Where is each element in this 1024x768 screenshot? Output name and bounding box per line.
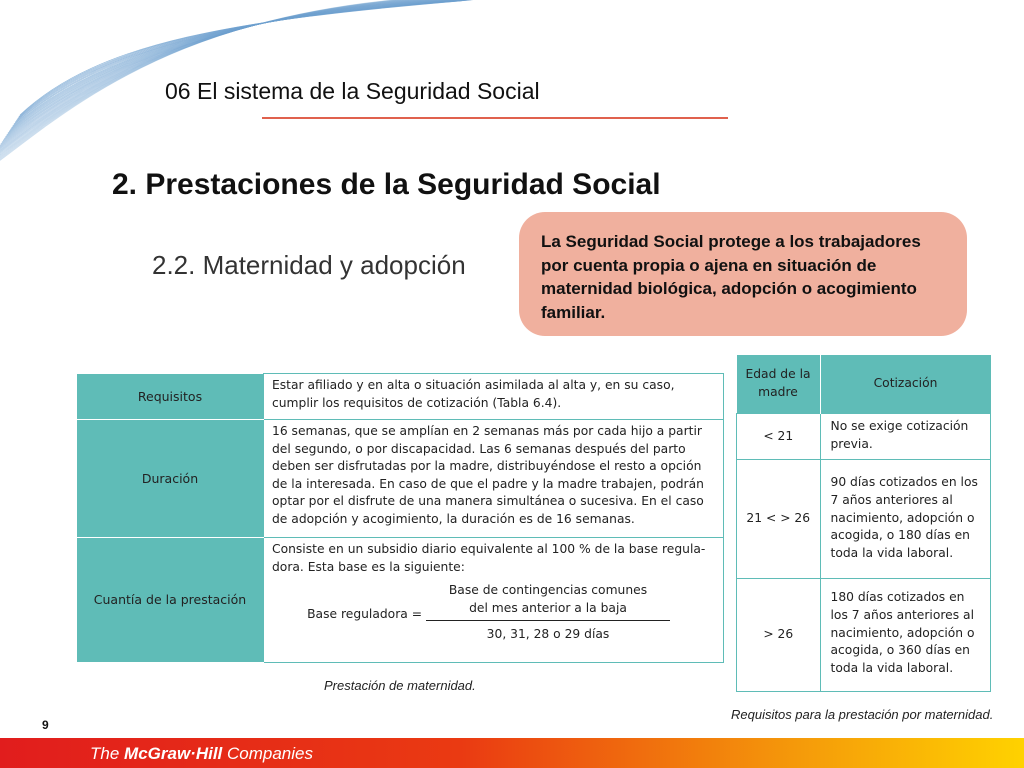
wave-line bbox=[2, 0, 487, 142]
wave-line bbox=[13, 0, 471, 126]
header-cotizacion: Cotización bbox=[820, 355, 991, 414]
cuantia-description: Consiste en un subsidio diario equivalente al 100 % de la base regula-dora. Esta base es la siguiente: bbox=[272, 542, 706, 574]
wave-line bbox=[3, 0, 485, 140]
brand-pre: The bbox=[90, 744, 125, 763]
maternity-benefit-table bbox=[77, 373, 724, 663]
table-row bbox=[737, 579, 991, 692]
cotizacion-cell: 180 días cotizados en los 7 años anteriores al nacimiento, adopción o acogida, o 360 días en toda la vida laboral. bbox=[820, 579, 991, 692]
row-label-duracion: Duración bbox=[77, 420, 264, 538]
wave-line bbox=[8, 0, 478, 133]
table-header-row bbox=[737, 355, 991, 414]
wave-line bbox=[0, 0, 496, 151]
fraction-bar bbox=[426, 620, 670, 621]
age-cell: < 21 bbox=[737, 414, 821, 460]
page-subtitle: 2.2. Maternidad y adopción bbox=[152, 250, 466, 280]
row-text-requisitos: Estar afiliado y en alta o situación asimilada al alta y, en su caso, cumplir los requisitos de cotización (Tabla 6.4). bbox=[264, 374, 724, 420]
base-reguladora-formula bbox=[272, 582, 717, 644]
header-divider bbox=[262, 117, 728, 119]
row-text-cuantia bbox=[264, 538, 724, 663]
wave-line bbox=[0, 0, 491, 146]
row-text-duracion: 16 semanas, que se amplían en 2 semanas más por cada hijo a partir del segundo, o por discapacidad. Las 6 semanas después del parto deben ser disfrutadas por la madre, distribuyéndose el resto a opción de la interesada. En caso de que el padre y la madre trabajen, podrán optar por el disfrute de una manera simultánea o sucesiva. En el caso de adopción y acogimiento, la duración es de 16 semanas. bbox=[264, 420, 724, 538]
table2-caption: Requisitos para la prestación por maternidad. bbox=[731, 707, 994, 722]
page-number: 9 bbox=[42, 718, 49, 732]
wave-line bbox=[12, 0, 473, 128]
formula-denominator: 30, 31, 28 o 29 días bbox=[486, 627, 610, 641]
age-cell: > 26 bbox=[737, 579, 821, 692]
wave-line bbox=[14, 0, 469, 124]
cotizacion-cell: No se exige cotización previa. bbox=[820, 414, 991, 460]
table1-caption: Prestación de maternidad. bbox=[324, 678, 476, 693]
row-label-requisitos: Requisitos bbox=[77, 374, 264, 420]
row-label-cuantia: Cuantía de la prestación bbox=[77, 538, 264, 663]
wave-line bbox=[9, 0, 476, 131]
wave-line bbox=[1, 0, 489, 144]
age-cell: 21 < > 26 bbox=[737, 460, 821, 579]
header-edad: Edad de la madre bbox=[737, 355, 821, 414]
section-title: 06 El sistema de la Seguridad Social bbox=[165, 78, 540, 104]
page-title: 2. Prestaciones de la Seguridad Social bbox=[112, 168, 661, 201]
brand-bold: McGraw·Hill bbox=[124, 744, 223, 763]
callout-box: La Seguridad Social protege a los trabajadores por cuenta propia o ajena en situación de maternidad biológica, adopción o acogimiento familiar. bbox=[519, 212, 967, 336]
table-row bbox=[737, 460, 991, 579]
table-row bbox=[77, 538, 724, 663]
formula-fraction bbox=[426, 582, 670, 644]
wave-line bbox=[0, 0, 493, 148]
formula-numerator: Base de contingencias comunes del mes anterior a la baja bbox=[448, 583, 648, 615]
table-row bbox=[77, 374, 724, 420]
brand-logo bbox=[90, 744, 313, 764]
cotizacion-cell: 90 días cotizados en los 7 años anteriores al nacimiento, adopción o acogida, o 180 días en toda la vida laboral. bbox=[820, 460, 991, 579]
wave-line bbox=[0, 0, 495, 150]
formula-lhs: Base reguladora = bbox=[307, 607, 422, 621]
wave-line bbox=[10, 0, 474, 130]
table-row bbox=[77, 420, 724, 538]
brand-post: Companies bbox=[222, 744, 313, 763]
table-row bbox=[737, 414, 991, 460]
maternity-requirements-table bbox=[736, 355, 991, 692]
wave-line bbox=[7, 0, 480, 135]
